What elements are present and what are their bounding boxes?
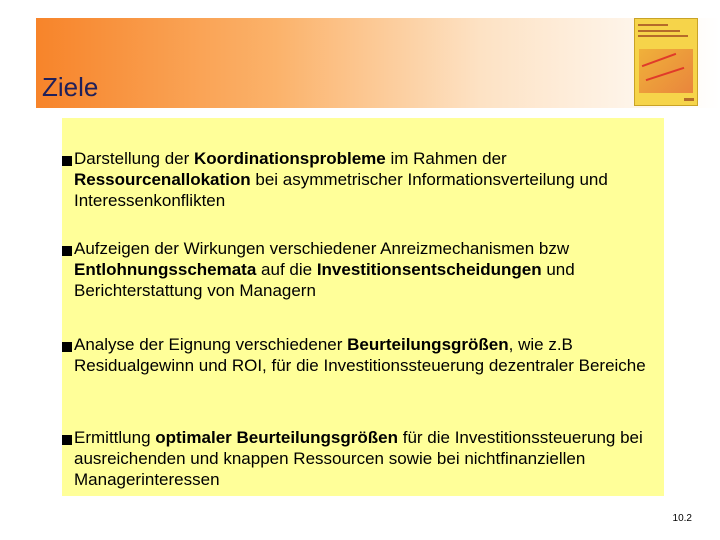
bullet-bold-text: optimaler Beurteilungsgrößen: [155, 428, 398, 447]
bullet-text: , wie z.B Residualgewinn und ROI, für die Investitionssteuerung dezentraler Bereiche: [74, 335, 646, 375]
bullet-text: für die Investitionssteuerung bei ausreichenden und knappen Ressourcen sowie bei nichtfinanziellen Managerinteressen: [74, 428, 643, 489]
book-cover-image: [634, 18, 698, 106]
bullet-marker: [62, 435, 72, 445]
bullet-text: auf die: [256, 260, 317, 279]
bullet-text: Darstellung der: [74, 149, 195, 168]
bullet-text: bei asymmetrischer Informationsverteilung und Interessenkonflikten: [74, 170, 608, 210]
bullet-item: [74, 427, 654, 490]
bullet-text: Aufzeigen der Wirkungen verschiedener Anreizmechanismen bzw: [74, 239, 570, 258]
bullet-bold-text: Entlohnungsschemata: [74, 260, 257, 279]
bullet-marker: [62, 342, 72, 352]
bullet-text: und Berichterstattung von Managern: [74, 260, 575, 300]
bullet-marker: [62, 246, 72, 256]
bullet-bold-text: Investitionsentscheidungen: [316, 260, 542, 279]
bullet-bold-text: Koordinationsprobleme: [194, 149, 386, 168]
bullet-item: [74, 148, 654, 211]
bullet-text: Ermittlung: [74, 428, 156, 447]
bullet-marker: [62, 156, 72, 166]
slide-title: Ziele: [42, 72, 99, 102]
bullet-bold-text: Ressourcenallokation: [74, 170, 251, 189]
bullet-text: Analyse der Eignung verschiedener: [74, 335, 348, 354]
bullet-text: im Rahmen der: [385, 149, 507, 168]
page-number: 10.2: [672, 513, 692, 524]
bullet-item: [74, 334, 654, 376]
bullet-item: [74, 238, 654, 301]
bullet-bold-text: Beurteilungsgrößen: [347, 335, 509, 354]
header-band: [36, 18, 720, 108]
